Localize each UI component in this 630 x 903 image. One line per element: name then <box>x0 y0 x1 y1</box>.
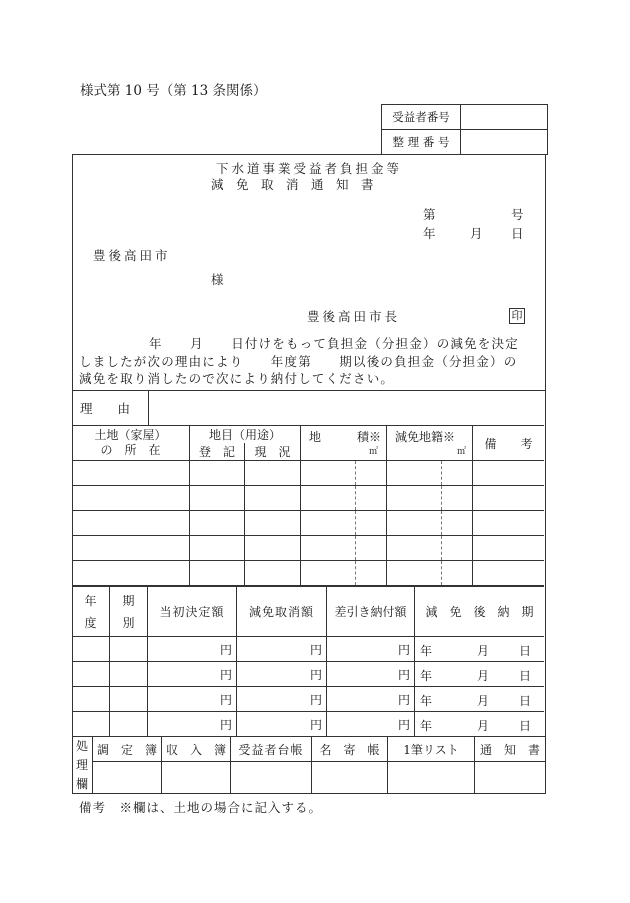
due-day: 日 <box>519 719 532 733</box>
processing-cell[interactable] <box>388 762 475 794</box>
due-label: 減 免 後 納 期 <box>415 587 545 637</box>
beneficiary-no-field[interactable] <box>461 105 548 130</box>
processing-table <box>72 736 545 794</box>
landuse-label: 地目（用途） <box>190 426 301 444</box>
payment-row <box>72 712 544 737</box>
processing-cell[interactable] <box>312 762 388 794</box>
due-date-cell[interactable] <box>415 687 545 712</box>
processing-label <box>72 737 93 795</box>
processing-col-name-register: 名 寄 帳 <box>312 737 388 762</box>
land-cell[interactable] <box>72 511 190 536</box>
payment-row <box>72 687 544 712</box>
land-cell[interactable] <box>301 486 356 511</box>
period-label-1: 期 <box>122 593 135 608</box>
recipient-honorific: 様 <box>211 272 224 287</box>
date-day: 日 <box>511 226 524 241</box>
processing-col-notice: 通 知 書 <box>475 737 546 762</box>
land-row <box>72 536 544 561</box>
due-month: 月 <box>477 719 490 733</box>
processing-col-adjust-ledger: 調 定 簿 <box>93 737 162 762</box>
due-month: 月 <box>477 694 490 708</box>
doc-no-prefix: 第 <box>423 207 436 222</box>
land-cell[interactable] <box>301 461 356 486</box>
land-cell[interactable] <box>356 561 387 586</box>
due-year: 年 <box>420 644 433 658</box>
initial-amount-cell[interactable]: 円 <box>148 687 237 712</box>
cancelled-amount-cell[interactable]: 円 <box>237 712 327 737</box>
year-label-1: 年 <box>84 593 97 608</box>
title-line2: 減 免 取 消 通 知 書 <box>211 177 374 192</box>
land-cell[interactable] <box>245 561 301 586</box>
land-cell[interactable] <box>72 486 190 511</box>
current-label: 現 況 <box>245 443 301 461</box>
initial-amount-cell[interactable]: 円 <box>148 712 237 737</box>
year-cell[interactable] <box>72 637 110 662</box>
land-cell[interactable] <box>387 536 442 561</box>
land-row <box>72 561 544 586</box>
land-cell[interactable] <box>473 486 545 511</box>
payment-row <box>72 662 544 687</box>
seal-mark: 印 <box>509 308 525 324</box>
processing-col-income-ledger: 収 入 簿 <box>162 737 231 762</box>
due-month: 月 <box>477 669 490 683</box>
year-cell[interactable] <box>72 712 110 737</box>
land-row <box>72 511 544 536</box>
land-cell[interactable] <box>387 561 442 586</box>
cancelled-amount-label: 減免取消額 <box>237 587 327 637</box>
location-header <box>72 426 190 461</box>
divider <box>72 390 546 391</box>
land-cell[interactable] <box>245 536 301 561</box>
land-cell[interactable] <box>473 536 545 561</box>
land-row <box>72 486 544 511</box>
land-cell[interactable] <box>72 536 190 561</box>
exempt-area-unit: ㎡ <box>456 447 466 457</box>
cancelled-amount-cell[interactable]: 円 <box>237 687 327 712</box>
processing-label-3: 欄 <box>75 777 88 791</box>
processing-cell[interactable] <box>162 762 231 794</box>
location-label-1: 土地（家屋） <box>94 428 167 442</box>
land-table <box>72 425 544 586</box>
land-cell[interactable] <box>442 486 473 511</box>
land-cell[interactable] <box>356 511 387 536</box>
area-header <box>301 426 387 461</box>
processing-cell[interactable] <box>93 762 162 794</box>
due-day: 日 <box>519 644 532 658</box>
due-date-cell[interactable] <box>415 712 545 737</box>
reason-label: 理 由 <box>80 401 131 416</box>
area-unit: ㎡ <box>368 447 378 457</box>
land-cell[interactable] <box>442 561 473 586</box>
land-cell[interactable] <box>473 461 545 486</box>
cancelled-amount-cell[interactable]: 円 <box>237 662 327 687</box>
period-cell[interactable] <box>110 687 148 712</box>
divider <box>148 390 149 425</box>
land-cell[interactable] <box>190 486 245 511</box>
land-cell[interactable] <box>245 461 301 486</box>
processing-cell[interactable] <box>475 762 546 794</box>
balance-label: 差引き納付額 <box>327 587 415 637</box>
land-cell[interactable] <box>190 511 245 536</box>
id-box <box>381 104 548 155</box>
processing-col-parcel-list: 1筆リスト <box>388 737 475 762</box>
land-cell[interactable] <box>190 536 245 561</box>
land-cell[interactable] <box>190 461 245 486</box>
location-label-2: の 所 在 <box>100 443 161 457</box>
date-year: 年 <box>423 226 436 241</box>
payment-row <box>72 637 544 662</box>
due-date-cell[interactable] <box>415 662 545 687</box>
land-cell[interactable] <box>301 511 356 536</box>
land-cell[interactable] <box>473 511 545 536</box>
balance-cell[interactable]: 円 <box>327 662 415 687</box>
land-cell[interactable] <box>245 486 301 511</box>
land-cell[interactable] <box>72 561 190 586</box>
remarks-label: 備 考 <box>473 426 545 461</box>
processing-cell[interactable] <box>231 762 312 794</box>
land-cell[interactable] <box>301 561 356 586</box>
initial-amount-cell[interactable]: 円 <box>148 662 237 687</box>
land-row <box>72 461 544 486</box>
reference-no-label: 整 理 番 号 <box>382 130 461 155</box>
exempt-area-header <box>387 426 473 461</box>
land-cell[interactable] <box>72 461 190 486</box>
note: 備考 ※欄は、土地の場合に記入する。 <box>79 800 323 815</box>
land-cell[interactable] <box>442 461 473 486</box>
payment-table <box>72 586 544 737</box>
title-line1: 下水道事業受益者負担金等 <box>216 161 403 176</box>
cancelled-amount-cell[interactable]: 円 <box>237 637 327 662</box>
due-day: 日 <box>519 669 532 683</box>
balance-cell[interactable]: 円 <box>327 712 415 737</box>
due-day: 日 <box>519 694 532 708</box>
land-cell[interactable] <box>387 461 442 486</box>
body-line1: 年 月 日付けをもって負担金（分担金）の減免を決定 <box>149 336 519 351</box>
initial-amount-cell[interactable]: 円 <box>148 637 237 662</box>
initial-amount-label: 当初決定額 <box>148 587 237 637</box>
doc-no-suffix: 号 <box>511 207 524 222</box>
balance-cell[interactable]: 円 <box>327 637 415 662</box>
due-year: 年 <box>420 694 433 708</box>
due-month: 月 <box>477 644 490 658</box>
land-cell[interactable] <box>301 536 356 561</box>
land-cell[interactable] <box>387 486 442 511</box>
period-cell[interactable] <box>110 662 148 687</box>
year-label-2: 度 <box>84 615 97 630</box>
year-header <box>72 587 110 637</box>
land-cell[interactable] <box>442 511 473 536</box>
land-cell[interactable] <box>387 511 442 536</box>
period-label-2: 別 <box>122 615 135 630</box>
land-cell[interactable] <box>356 486 387 511</box>
recipient-city: 豊後高田市 <box>93 248 171 263</box>
registered-label: 登 記 <box>190 443 245 461</box>
year-cell[interactable] <box>72 687 110 712</box>
year-cell[interactable] <box>72 662 110 687</box>
period-header <box>110 587 148 637</box>
processing-label-2: 理 <box>75 758 88 772</box>
due-year: 年 <box>420 669 433 683</box>
form-number: 様式第 10 号（第 13 条関係） <box>80 83 267 99</box>
date-month: 月 <box>470 226 483 241</box>
beneficiary-no-label: 受益者番号 <box>382 105 461 130</box>
processing-col-beneficiary-ledger: 受益者台帳 <box>231 737 312 762</box>
land-cell[interactable] <box>190 561 245 586</box>
land-cell[interactable] <box>245 511 301 536</box>
body-line3: 減免を取り消したので次により納付してください。 <box>79 371 395 386</box>
due-date-cell[interactable] <box>415 637 545 662</box>
area-label: 地 積※ <box>309 430 382 444</box>
land-cell[interactable] <box>473 561 545 586</box>
period-cell[interactable] <box>110 637 148 662</box>
balance-cell[interactable]: 円 <box>327 687 415 712</box>
exempt-area-label: 減免地籍※ <box>395 430 456 444</box>
processing-label-1: 処 <box>75 739 88 753</box>
reference-no-field[interactable] <box>461 130 548 155</box>
due-year: 年 <box>420 719 433 733</box>
reason-field[interactable] <box>150 392 542 423</box>
issuer-name: 豊後高田市長 <box>307 309 401 324</box>
body-line2: しましたが次の理由により 年度第 期以後の負担金（分担金）の <box>79 354 518 369</box>
period-cell[interactable] <box>110 712 148 737</box>
land-cell[interactable] <box>356 461 387 486</box>
land-cell[interactable] <box>356 536 387 561</box>
land-cell[interactable] <box>442 536 473 561</box>
